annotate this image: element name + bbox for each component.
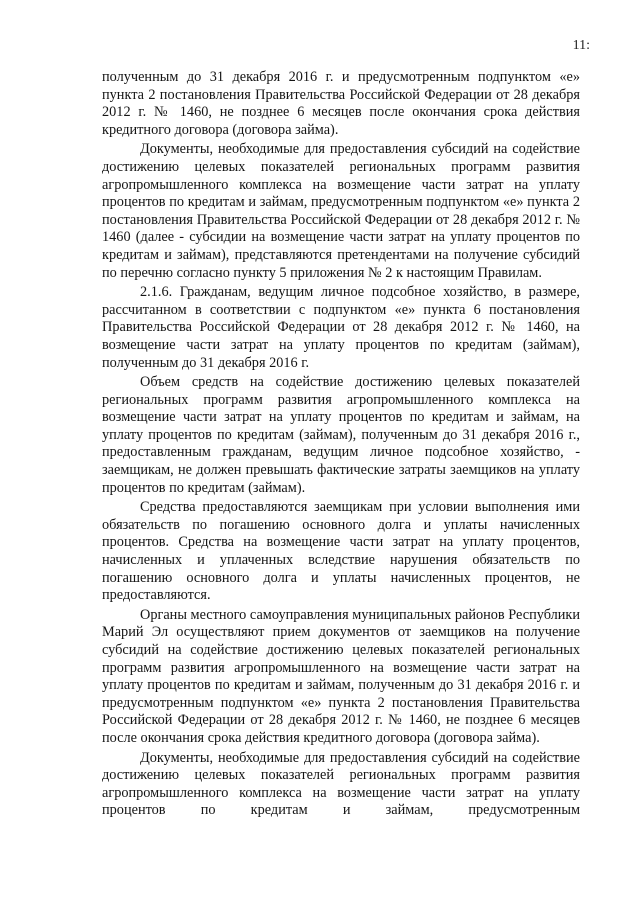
paragraph-funding-conditions: Средства предоставляются заемщикам при условии выполнения ими обязательств по погашению основного долга и уплаты начисленных процентов. Средства на возмещение части затрат на уплату процентов, начисленных и уплаченных вследствие нарушения обязательств по погашению основного долга и уплаты начисленных процентов, не предоставляются. bbox=[102, 499, 580, 604]
page-body bbox=[102, 69, 580, 822]
paragraph-funding-volume: Объем средств на содействие достижению целевых показателей региональных программ развития агропромышленного комплекса на возмещение части затрат на уплату процентов по кредитам и займам, на уплату процентов по кредитам (займам), полученным до 31 декабря 2016 г., предоставленным гражданам, ведущим личное подсобное хозяйство, - заемщикам, не должен превышать фактические затраты заемщиков на уплату процентов по кредитам (займам). bbox=[102, 374, 580, 496]
paragraph-documents-required-2: Документы, необходимые для предоставления субсидий на содействие достижению целевых показателей региональных программ развития агропромышленного комплекса на возмещение части затрат на уплату процентов по кредитам и займам, предусмотренным bbox=[102, 749, 580, 819]
paragraph-clause-2-1-6: 2.1.6. Гражданам, ведущим личное подсобное хозяйство, в размере, рассчитанном в соответствии с подпунктом «е» пункта 6 постановления Правительства Российской Федерации от 28 декабря 2012 г. № 1460, на возмещение части затрат на уплату процентов по кредитам (займам), полученным до 31 декабря 2016 г. bbox=[102, 284, 580, 371]
paragraph-documents-required: Документы, необходимые для предоставления субсидий на содействие достижению целевых показателей региональных программ развития агропромышленного комплекса на возмещение части затрат на уплату процентов по кредитам и займам, предусмотренным подпунктом «е» пункта 2 постановления Правительства Российской Федерации от 28 декабря 2012 г. № 1460 (далее - субсидии на возмещение части затрат на уплату процентов по кредитам и займам), представляются претендентами на получение субсидий по перечню согласно пункту 5 приложения № 2 к настоящим Правилам. bbox=[102, 141, 580, 281]
paragraph-local-authorities: Органы местного самоуправления муниципальных районов Республики Марий Эл осуществляют прием документов от заемщиков на получение субсидий на содействие достижению целевых показателей региональных программ развития агропромышленного на возмещение части затрат на уплату процентов по кредитам и займам, полученным до 31 декабря 2016 г. и предусмотренным подпунктом «е» пункта 2 постановления Правительства Российской Федерации от 28 декабря 2012 г. № 1460, не позднее 6 месяцев после окончания срока действия кредитного договора (договора займа). bbox=[102, 606, 580, 746]
paragraph-continuation: полученным до 31 декабря 2016 г. и предусмотренным подпунктом «е» пункта 2 постановления Правительства Российской Федерации от 28 декабря 2012 г. № 1460, не позднее 6 месяцев после окончания срока действия кредитного договора (договора займа). bbox=[102, 69, 580, 138]
page-number: 11: bbox=[572, 38, 590, 53]
